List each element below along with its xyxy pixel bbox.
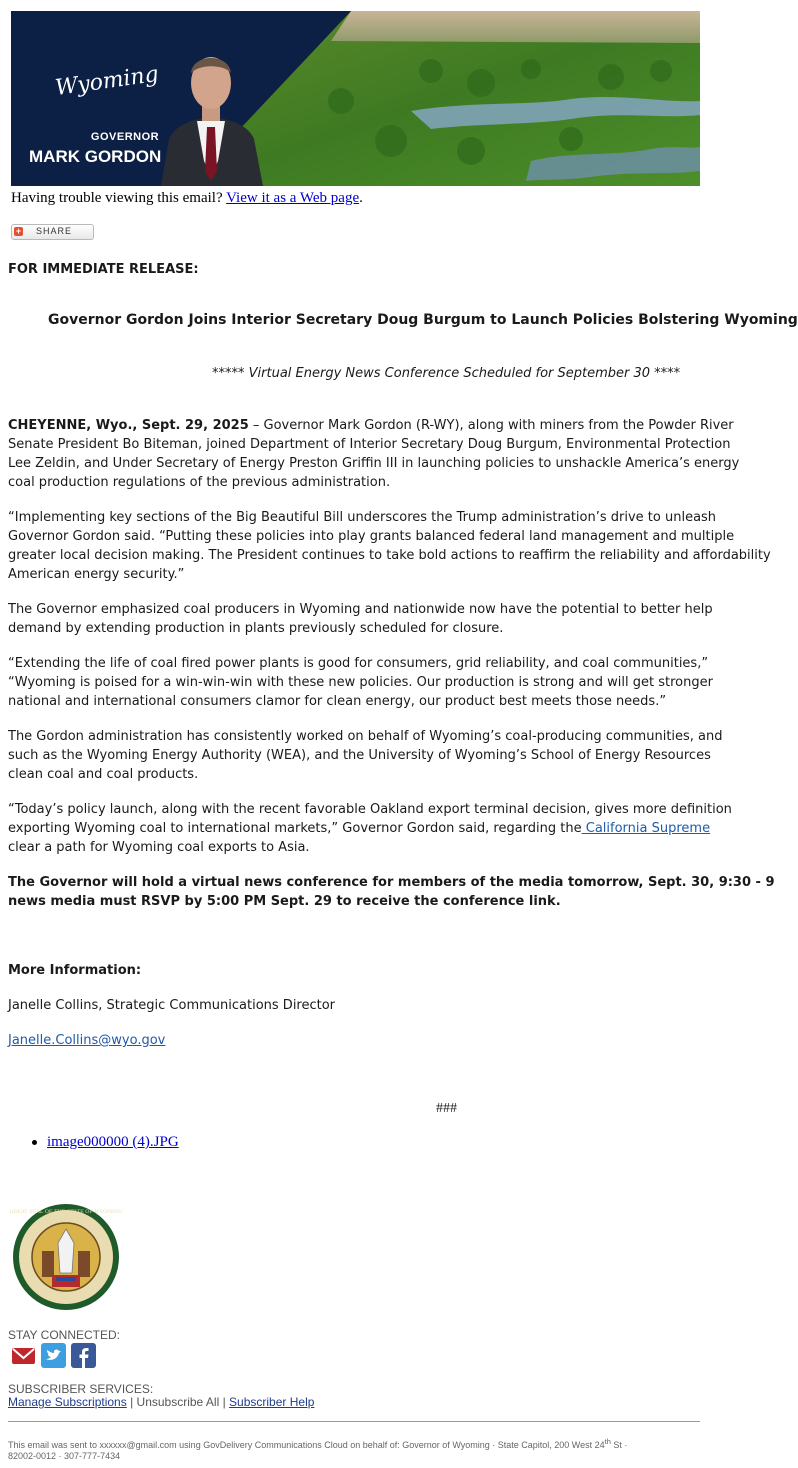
paragraph-5: [8, 727, 723, 784]
footer-line1b: St ·: [610, 1440, 628, 1450]
p6-line1: “Today’s policy launch, along with the recent favorable Oakland export terminal decision, gives more definition: [8, 802, 732, 817]
seal-text: GREAT SEAL OF THE STATE OF WYOMING: [9, 1209, 123, 1215]
paragraph-4: [8, 654, 713, 711]
p1-line1: Governor Mark Gordon (R-WY), along with miners from the Powder River: [263, 418, 734, 433]
share-label: SHARE: [36, 226, 73, 236]
p5-line1: The Gordon administration has consistently worked on behalf of Wyoming’s coal-producing communities, and: [8, 729, 723, 744]
trouble-text: Having trouble viewing this email?: [11, 190, 223, 206]
separator: |: [219, 1395, 230, 1409]
facebook-icon[interactable]: [71, 1343, 96, 1368]
more-information-heading: More Information:: [8, 963, 142, 978]
subscriber-links: [8, 1395, 314, 1409]
p2-line3: greater local decision making. The President continues to take bold actions to reaffirm the reliability and affordability: [8, 548, 771, 563]
p7-line1: The Governor will hold a virtual news conference for members of the media tomorrow, Sept. 30, 9:30 - 9: [8, 875, 775, 890]
p6-line2: exporting Wyoming coal to international markets,” Governor Gordon said, regarding the: [8, 821, 582, 836]
p7-line2: news media must RSVP by 5:00 PM Sept. 29 to receive the conference link.: [8, 894, 561, 909]
release-label: FOR IMMEDIATE RELEASE:: [8, 262, 199, 277]
p1-line3: Lee Zeldin, and Under Secretary of Energy Preston Griffin III in launching policies to unshackle America’s energy: [8, 456, 740, 471]
trouble-period: .: [359, 190, 363, 206]
paragraph-1: [8, 416, 739, 492]
p4-line2: “Wyoming is poised for a win-win-win with these new policies. Our production is strong and will get stronger: [8, 675, 713, 690]
p6-line3: clear a path for Wyoming coal exports to Asia.: [8, 840, 310, 855]
dateline-dash: –: [248, 418, 264, 433]
bullet-icon: [32, 1140, 37, 1145]
p3-line1: The Governor emphasized coal producers in Wyoming and nationwide now have the potential to better help: [8, 602, 713, 617]
separator: |: [126, 1395, 137, 1409]
footer-text: [8, 1436, 627, 1462]
subscriber-help-link[interactable]: Subscriber Help: [229, 1395, 315, 1409]
twitter-icon[interactable]: [41, 1343, 66, 1368]
california-supreme-court-link[interactable]: California Supreme: [581, 821, 711, 836]
p2-line2: Governor Gordon said. “Putting these policies into play grants balanced federal land management and multiple: [8, 529, 735, 544]
footer-sup: th: [604, 1437, 611, 1446]
manage-subscriptions-link[interactable]: Manage Subscriptions: [8, 1395, 127, 1409]
governor-name: MARK GORDON: [29, 147, 162, 166]
p4-line1: “Extending the life of coal fired power plants is good for consumers, grid reliability, and coal communities,”: [8, 656, 709, 671]
end-mark: ###: [436, 1101, 457, 1116]
p2-line4: American energy security.”: [8, 567, 185, 582]
subheadline: ***** Virtual Energy News Conference Scheduled for September 30 ****: [212, 366, 681, 381]
p1-line4: coal production regulations of the previous administration.: [8, 475, 391, 490]
p2-line1: “Implementing key sections of the Big Beautiful Bill underscores the Trump administration’s drive to unleash: [8, 510, 717, 525]
plus-icon: +: [15, 226, 22, 236]
view-web-page-link[interactable]: View it as a Web page: [226, 190, 360, 206]
seal-icon: [9, 1203, 123, 1311]
paragraph-7: [8, 873, 775, 911]
view-trouble-line: [11, 190, 363, 207]
footer-line2: 82002-0012 · 307-777-7434: [8, 1451, 121, 1461]
contact-email-link[interactable]: Janelle.Collins@wyo.gov: [8, 1033, 166, 1048]
dateline: CHEYENNE, Wyo., Sept. 29, 2025: [8, 418, 249, 433]
p5-line3: clean coal and coal products.: [8, 767, 199, 782]
state-seal: [9, 1203, 123, 1315]
attachment-link[interactable]: image000000 (4).JPG: [47, 1134, 179, 1150]
headline: Governor Gordon Joins Interior Secretary Doug Burgum to Launch Policies Bolstering Wyoming: [48, 312, 798, 328]
email-icon[interactable]: [11, 1343, 36, 1368]
footer-divider: [8, 1421, 700, 1422]
p3-line2: demand by extending production in plants previously scheduled for closure.: [8, 621, 504, 636]
governor-banner: [11, 11, 700, 186]
p5-line2: such as the Wyoming Energy Authority (WEA), and the University of Wyoming’s School of Energy Resources: [8, 748, 711, 763]
p4-line3: national and international consumers clamor for clean energy, our product best meets those needs.”: [8, 694, 667, 709]
paragraph-3: [8, 600, 713, 638]
wyoming-script-logo: Wyoming: [53, 61, 161, 102]
footer-line1: This email was sent to xxxxxx@gmail.com using GovDelivery Communications Cloud on behalf of: Governor of Wyoming · State Capitol, 200 West 24: [8, 1440, 605, 1450]
unsubscribe-all-link[interactable]: Unsubscribe All: [136, 1395, 220, 1409]
paragraph-2: [8, 508, 771, 584]
paragraph-6: [8, 800, 732, 857]
subscriber-services-label: SUBSCRIBER SERVICES:: [8, 1382, 154, 1396]
share-button[interactable]: [11, 224, 94, 240]
attachment-item: [32, 1134, 179, 1151]
stay-connected-label: STAY CONNECTED:: [8, 1328, 121, 1342]
contact-name: Janelle Collins, Strategic Communications Director: [8, 998, 336, 1013]
governor-label: GOVERNOR: [90, 131, 160, 143]
p1-line2: Senate President Bo Biteman, joined Department of Interior Secretary Doug Burgum, Environmental Protection: [8, 437, 731, 452]
